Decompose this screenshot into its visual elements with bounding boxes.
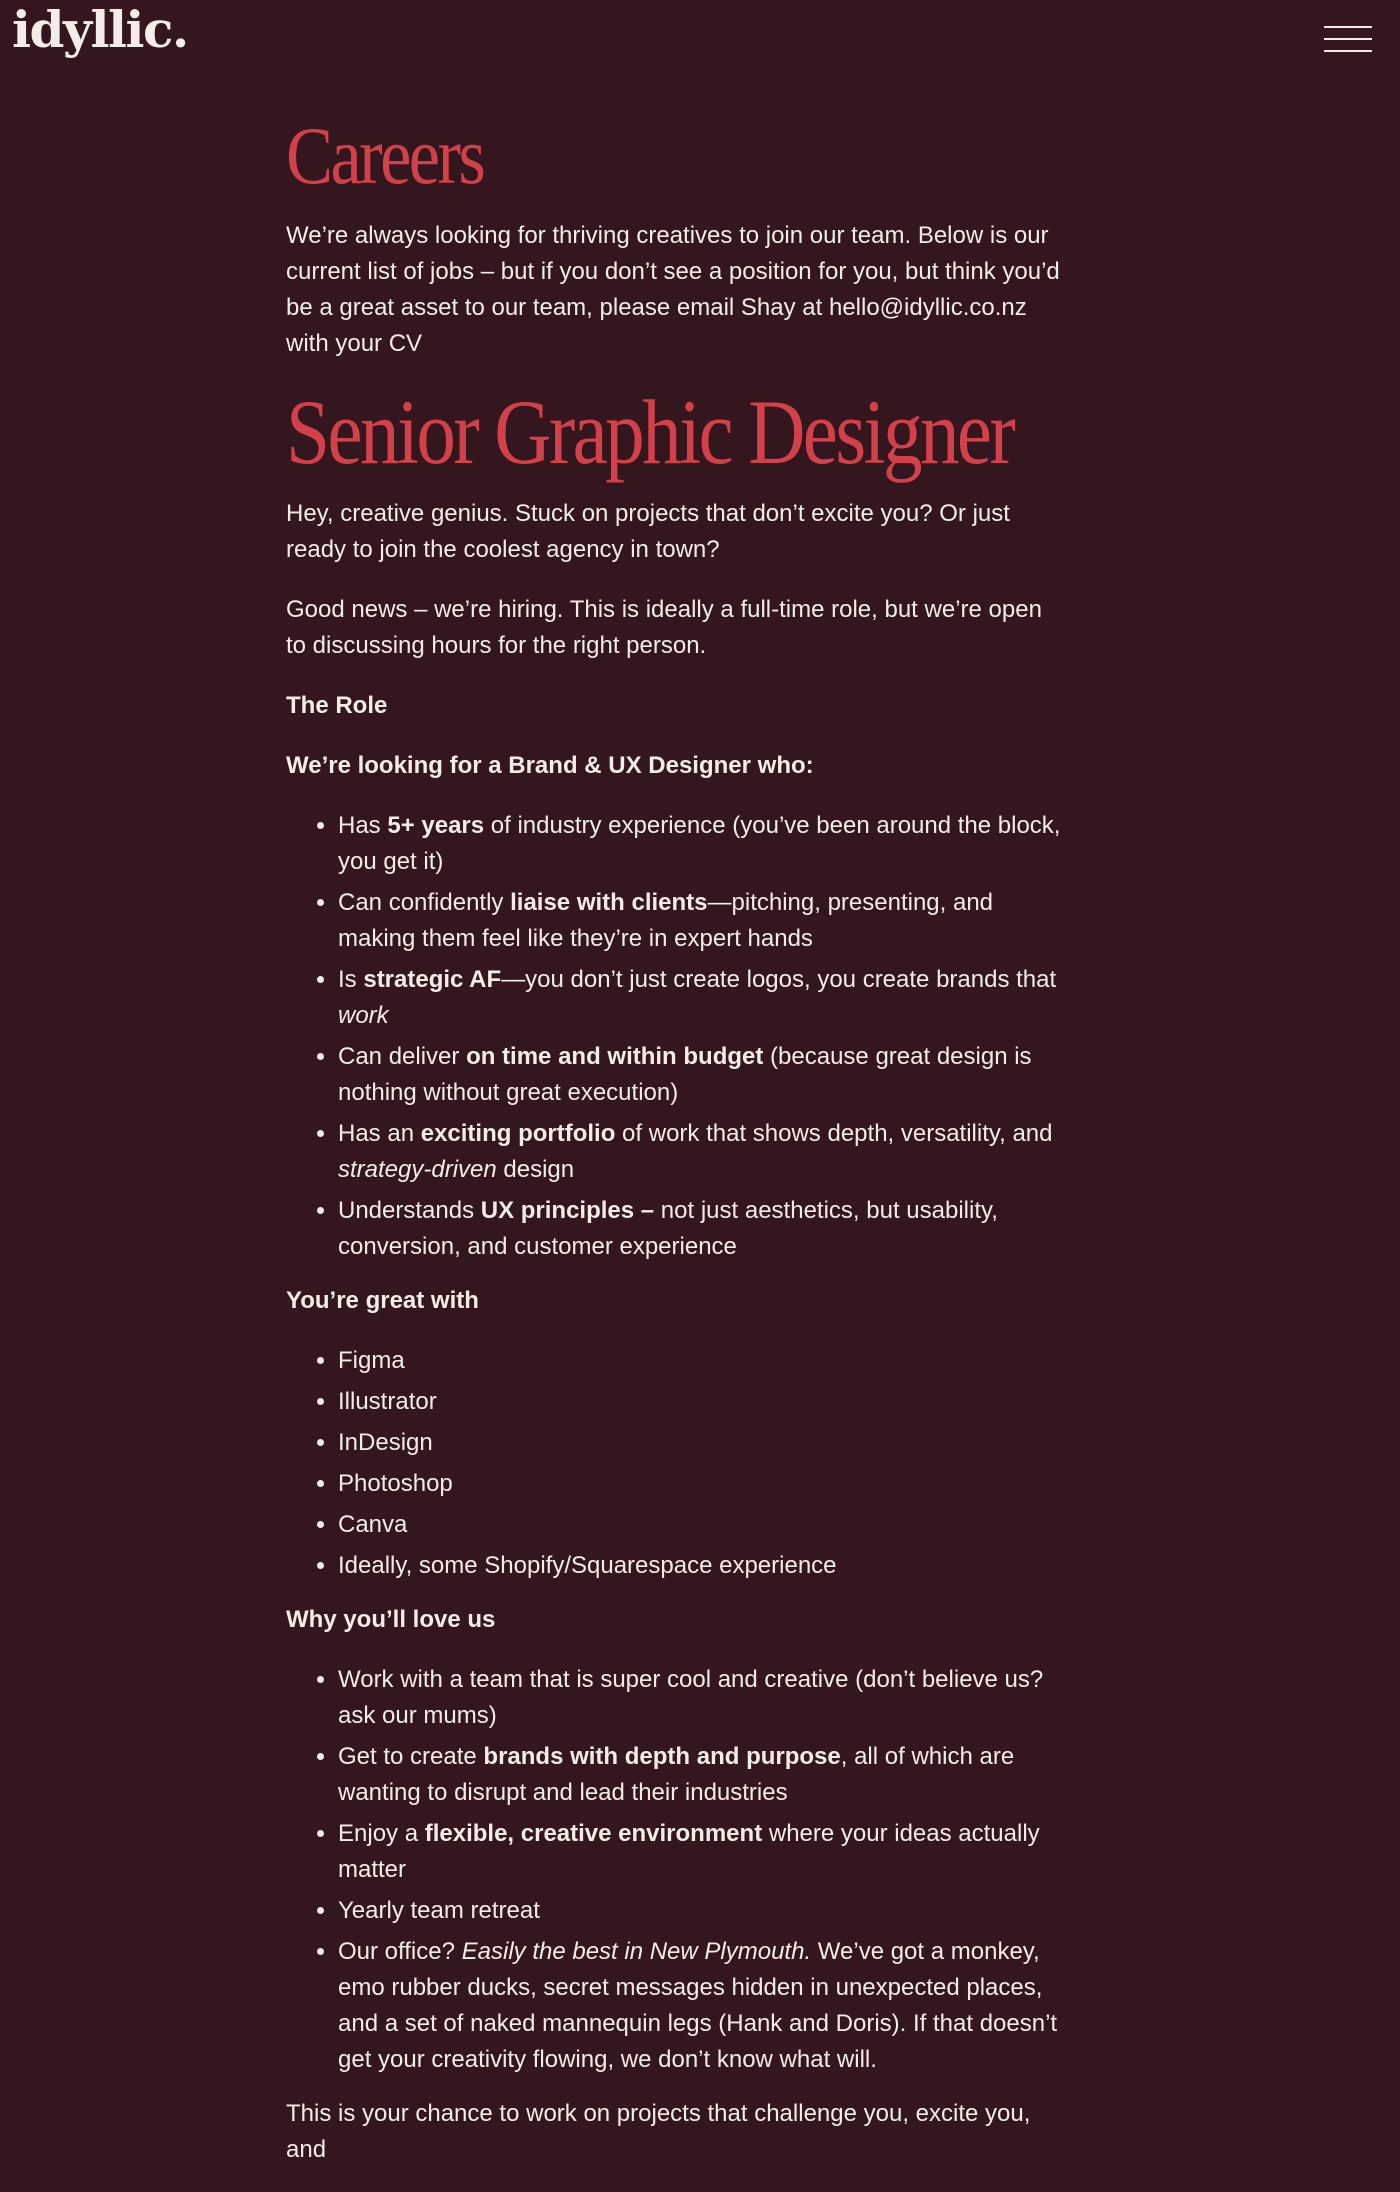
list-item: • Work with a team that is super cool and creative (don’t believe us? ask our mums) — [338, 1662, 1066, 1734]
job-intro-paragraph: Hey, creative genius. Stuck on projects that don’t excite you? Or just ready to join the coolest agency in town? — [286, 500, 1010, 563]
requirements-list — [286, 808, 1066, 1265]
list-item: • Ideally, some Shopify/Squarespace experience — [338, 1548, 1066, 1584]
great-with-heading: You’re great with — [286, 1287, 479, 1314]
list-item: • Get to create brands with depth and purpose, all of which are wanting to disrupt and lead their industries — [338, 1739, 1066, 1811]
list-item: • Photoshop — [338, 1466, 1066, 1502]
list-item: • Can confidently liaise with clients—pitching, presenting, and making them feel like they’re in expert hands — [338, 885, 1066, 957]
list-item: • InDesign — [338, 1425, 1066, 1461]
list-item: • Has 5+ years of industry experience (you’ve been around the block, you get it) — [338, 808, 1066, 880]
role-heading: The Role — [286, 692, 388, 719]
hiring-paragraph: Good news – we’re hiring. This is ideally a full-time role, but we’re open to discussing hours for the right person. — [286, 596, 1042, 659]
job-title: Senior Graphic Designer — [286, 381, 1014, 483]
tools-list — [286, 1343, 1066, 1584]
logo[interactable]: idyllic. — [12, 0, 188, 59]
list-item: • Our office? Easily the best in New Plymouth. We’ve got a monkey, emo rubber ducks, secret messages hidden in unexpected places, and a set of naked mannequin legs (Hank and Doris). If that doesn’t get your creativity flowing, we don’t know what will. — [338, 1934, 1066, 2078]
list-item: • Has an exciting portfolio of work that shows depth, versatility, and strategy-driven design — [338, 1116, 1066, 1188]
careers-intro: We’re always looking for thriving creatives to join our team. Below is our current list of jobs – but if you don’t see a position for you, but think you’d be a great asset to our team, please email Shay at hello@idyllic.co.nz with your CV — [286, 222, 1060, 357]
list-item: • Illustrator — [338, 1384, 1066, 1420]
list-item: • Canva — [338, 1507, 1066, 1543]
hamburger-menu-icon[interactable] — [1324, 24, 1372, 54]
main-content — [286, 108, 1066, 2192]
love-us-heading: Why you’ll love us — [286, 1606, 496, 1633]
looking-for-heading: We’re looking for a Brand & UX Designer who: — [286, 752, 814, 779]
list-item: • Enjoy a flexible, creative environment where your ideas actually matter — [338, 1816, 1066, 1888]
perks-list — [286, 1662, 1066, 2078]
list-item: • Yearly team retreat — [338, 1893, 1066, 1929]
list-item: • Is strategic AF—you don’t just create logos, you create brands that work — [338, 962, 1066, 1034]
page-title: Careers — [286, 110, 484, 201]
list-item: • Figma — [338, 1343, 1066, 1379]
closing-paragraph: This is your chance to work on projects that challenge you, excite you, and — [286, 2100, 1031, 2163]
list-item: • Can deliver on time and within budget (because great design is nothing without great execution) — [338, 1039, 1066, 1111]
list-item: • Understands UX principles – not just aesthetics, but usability, conversion, and customer experience — [338, 1193, 1066, 1265]
